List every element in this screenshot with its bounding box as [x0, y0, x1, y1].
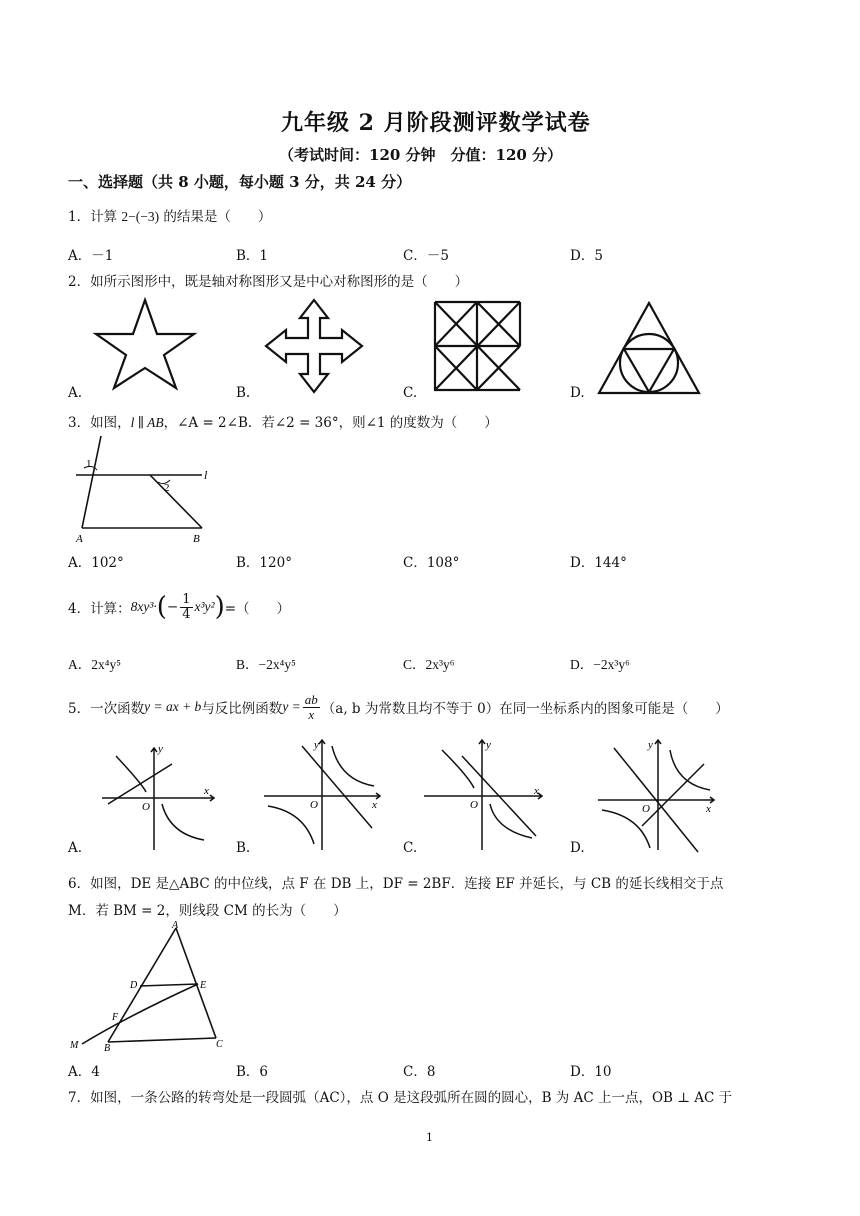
q5c-y-label: y	[486, 739, 491, 751]
q6-option-d: D．10	[570, 1064, 612, 1080]
q4-option-b: B．−2x⁴y⁵	[236, 657, 296, 672]
q4-fraction	[180, 593, 192, 621]
q4-expr-right: x³y²	[194, 599, 215, 614]
q4-prefix: 4．计算：	[68, 601, 131, 617]
q3-label-angle1: 1	[86, 458, 92, 470]
q5b-x-label: x	[372, 799, 377, 811]
q5-label-b: B.	[236, 840, 251, 856]
q5-graph-d	[596, 736, 718, 854]
question-7: 7．如图，一条公路的转弯处是一段圆弧（AC），点 O 是这段弧所在圆的圆心，B 为 AC 上一点，OB ⊥ AC 于	[68, 1090, 733, 1106]
q5-prefix: 5．一次函数	[68, 701, 145, 717]
q2-label-c: C.	[403, 385, 418, 401]
q3-option-b: B．120°	[236, 555, 292, 571]
q2-label-a: A.	[68, 385, 83, 401]
q4-suffix: =（ ）	[224, 601, 291, 617]
triangle-circle-figure	[596, 300, 702, 396]
q5d-origin-label: O	[642, 803, 650, 815]
q6-label-M: M	[70, 1040, 79, 1051]
q5c-origin-label: O	[470, 799, 478, 811]
q3-option-c: C．108°	[403, 555, 460, 571]
question-6-line-2: M．若 BM = 2，则线段 CM 的长为（ ）	[68, 903, 347, 919]
q5a-origin-label: O	[142, 801, 150, 813]
question-6-line-1: 6．如图，DE 是△ABC 的中位线，点 F 在 DB 上，DF = 2BF．连接 EF 并延长，与 CB 的延长线相交于点	[68, 876, 724, 892]
q5-label-c: C.	[403, 840, 418, 856]
question-5	[68, 687, 729, 727]
q4-close-paren: )	[214, 592, 225, 622]
exam-info: （考试时间：120 分钟 分值：120 分）	[279, 146, 563, 164]
q5-label-a: A.	[68, 840, 83, 856]
q4-frac-num: 1	[182, 591, 191, 607]
q4-frac-den: 4	[182, 606, 191, 622]
q4-expr-left: 8xy³·	[130, 599, 157, 614]
question-3	[68, 411, 498, 431]
q3-label-angle2: 2	[164, 482, 170, 494]
q6-label-A: A	[172, 920, 179, 931]
q5-linear-function: y = ax + b	[144, 699, 202, 714]
q3-condition-angles: ，∠A = 2∠B	[163, 415, 248, 431]
q6-figure	[68, 920, 238, 1052]
q6-label-B: B	[104, 1043, 111, 1054]
star-figure	[90, 298, 200, 390]
q3-condition-angle2: ．若∠2 = 36°	[247, 415, 339, 431]
q3-label-B: B	[193, 533, 200, 545]
q3-suffix: ，则∠1 的度数为（ ）	[338, 415, 498, 431]
q5-graph-c	[422, 736, 548, 854]
page-number: 1	[426, 1131, 433, 1144]
page-title: 九年级 2 月阶段测评数学试卷	[281, 110, 591, 136]
q2-label-b: B.	[236, 385, 251, 401]
q3-label-A: A	[76, 533, 83, 545]
q1-option-b: B．1	[236, 248, 269, 264]
q5c-x-label: x	[534, 785, 539, 797]
q5-frac-den: x	[308, 706, 315, 722]
q4-open-paren: (	[156, 592, 167, 622]
q5-inverse-left: y =	[282, 699, 301, 714]
question-2: 2．如所示图形中，既是轴对称图形又是中心对称图形的是（ ）	[68, 274, 469, 290]
q1-option-c: C．－5	[403, 248, 449, 264]
q1-expression: 2−(−3)	[121, 209, 160, 224]
q3-condition-parallel: l ∥ AB	[130, 415, 164, 430]
q3-figure	[70, 434, 220, 546]
q1-option-d: D．5	[570, 248, 603, 264]
q6-option-c: C．8	[403, 1064, 436, 1080]
q5-fraction	[303, 693, 320, 721]
q5-label-d: D.	[570, 840, 585, 856]
q1-option-a: A．－1	[68, 248, 114, 264]
q4-option-a: A．2x⁴y⁵	[68, 657, 121, 672]
q1-suffix: 的结果是（ ）	[163, 209, 272, 225]
q6-label-D: D	[130, 980, 138, 991]
q6-label-C: C	[216, 1039, 223, 1050]
square-grid-figure	[430, 300, 524, 392]
q4-option-d: D．−2x³y⁶	[570, 657, 630, 672]
q6-label-E: E	[200, 980, 207, 991]
q5a-x-label: x	[204, 785, 209, 797]
q6-option-a: A．4	[68, 1064, 100, 1080]
q3-option-a: A．102°	[68, 555, 124, 571]
question-1	[68, 205, 271, 225]
q2-label-d: D.	[570, 385, 585, 401]
q5b-origin-label: O	[310, 799, 318, 811]
section-heading: 一、选择题（共 8 小题，每小题 3 分，共 24 分）	[68, 173, 412, 191]
q3-prefix: 3．如图，	[68, 415, 131, 431]
four-arrow-cross-figure	[262, 298, 366, 394]
q6-option-b: B．6	[236, 1064, 269, 1080]
q6-label-F: F	[112, 1012, 119, 1023]
q5-graph-b	[262, 736, 386, 854]
q5b-y-label: y	[314, 739, 319, 751]
question-4	[68, 585, 290, 629]
q5-frac-num: ab	[304, 691, 318, 707]
q5-graph-a	[98, 742, 222, 854]
q4-minus: −	[166, 599, 179, 615]
q4-option-c: C．2x³y⁶	[403, 657, 455, 672]
q1-prefix: 1．计算	[68, 209, 118, 225]
q5-suffix: （a, b 为常数且均不等于 0）在同一坐标系内的图象可能是（ ）	[321, 701, 729, 717]
q5a-y-label: y	[158, 743, 163, 755]
q5d-x-label: x	[706, 803, 711, 815]
q3-option-d: D．144°	[570, 555, 627, 571]
q5-mid: 与反比例函数	[201, 701, 283, 717]
q5d-y-label: y	[648, 739, 653, 751]
q3-label-l: l	[204, 468, 208, 482]
